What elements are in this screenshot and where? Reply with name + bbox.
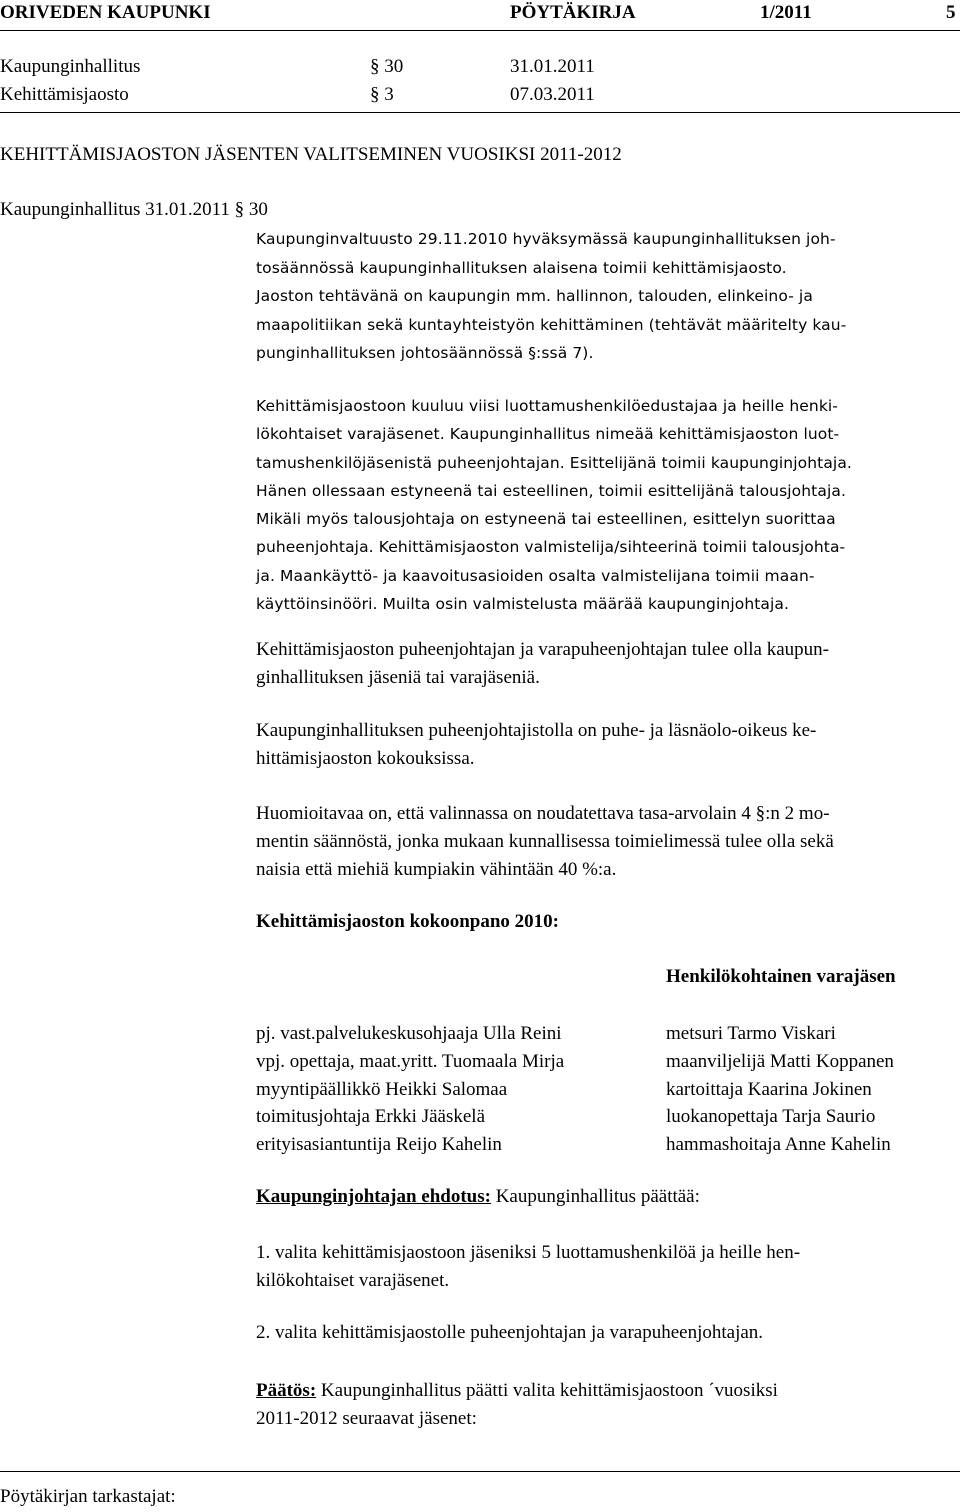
proposal-label: Kaupunginjohtajan ehdotus: bbox=[256, 1186, 491, 1207]
members-column bbox=[256, 1020, 564, 1159]
header-rule bbox=[0, 30, 960, 31]
text-line: Kehittämisjaostoon kuuluu viisi luottamushenkilöedustajaa ja heille henki- bbox=[256, 397, 839, 415]
text-line: maapolitiikan sekä kuntayhteistyön kehittäminen (tehtävät määritelty kau- bbox=[256, 315, 847, 334]
page-number: 5 bbox=[946, 2, 956, 23]
text-line: naisia että miehiä kumpiakin vähintään 40 %:a. bbox=[256, 859, 617, 880]
text-line: puheenjohtaja. Kehittämisjaoston valmistelija/sihteerinä toimii talousjohta- bbox=[256, 538, 846, 557]
meeting-section: § 3 bbox=[370, 84, 394, 105]
organization-name: ORIVEDEN KAUPUNKI bbox=[0, 2, 211, 23]
text-line: 1. valita kehittämisjaostoon jäseniksi 5 luottamushenkilöä ja heille hen- bbox=[256, 1242, 801, 1263]
text-line: Jaoston tehtävänä on kaupungin mm. hallinnon, talouden, elinkeino- ja bbox=[256, 287, 813, 305]
text-line: tosäännössä kaupunginhallituksen alaisena toimii kehittämisjaosto. bbox=[256, 258, 787, 277]
member-name: erityisasiantuntija Reijo Kahelin bbox=[256, 1134, 502, 1156]
deputy-name: metsuri Tarmo Viskari bbox=[666, 1023, 836, 1044]
footer-rule bbox=[0, 1471, 960, 1472]
text-line: lökohtaiset varajäsenet. Kaupunginhallitus nimeää kehittämisjaoston luot- bbox=[256, 425, 840, 444]
text-line: Kaupunginvaltuusto 29.11.2010 hyväksymässä kaupunginhallituksen joh- bbox=[256, 230, 836, 248]
document-type: PÖYTÄKIRJA bbox=[510, 2, 636, 23]
section-title: KEHITTÄMISJAOSTON JÄSENTEN VALITSEMINEN VUOSIKSI 2011-2012 bbox=[0, 144, 622, 165]
decision-label: Päätös: bbox=[256, 1380, 317, 1401]
chair-paragraph bbox=[256, 636, 956, 692]
text-line: 2011-2012 seuraavat jäsenet: bbox=[256, 1408, 477, 1429]
text-line: kilökohtaiset varajäsenet. bbox=[256, 1270, 450, 1291]
text-line: ja. Maankäyttö- ja kaavoitusasioiden osalta valmistelijana toimii maan- bbox=[256, 566, 815, 585]
member-name: myyntipäällikkö Heikki Salomaa bbox=[256, 1078, 508, 1100]
member-name: pj. vast.palvelukeskusohjaaja Ulla Reini bbox=[256, 1023, 562, 1044]
rights-paragraph bbox=[256, 717, 956, 773]
deputy-name: kartoittaja Kaarina Jokinen bbox=[666, 1078, 872, 1100]
decision-block bbox=[256, 1377, 956, 1433]
text-line: tamushenkilöjäsenistä puheenjohtajan. Esittelijänä toimii kaupunginjohtaja. bbox=[256, 453, 852, 472]
meeting-section: § 30 bbox=[370, 56, 404, 77]
meeting-date: 07.03.2011 bbox=[510, 84, 595, 105]
proposal-item-1 bbox=[256, 1239, 956, 1295]
text-line: Kehittämisjaoston puheenjohtajan ja varapuheenjohtajan tulee olla kaupun- bbox=[256, 639, 829, 660]
meeting-body: Kaupunginhallitus bbox=[0, 56, 141, 77]
text-line: mentin säännöstä, jonka mukaan kunnallisessa toimielimessä tulee olla sekä bbox=[256, 831, 834, 852]
proposal-text: Kaupunginhallitus päättää: bbox=[490, 1186, 700, 1207]
proposal-item-2: 2. valita kehittämisjaostolle puheenjohtajan ja varapuheenjohtajan. bbox=[256, 1322, 764, 1343]
text-line: käyttöinsinööri. Muilta osin valmistelusta määrää kaupunginjohtaja. bbox=[256, 595, 790, 614]
reference-line: Kaupunginhallitus 31.01.2011 § 30 bbox=[0, 199, 268, 220]
decision-text: Kaupunginhallitus päätti valita kehittämisjaostoon ´vuosiksi bbox=[316, 1380, 778, 1401]
document-number: 1/2011 bbox=[760, 2, 812, 23]
proposal-line bbox=[256, 1186, 700, 1208]
text-line: Kaupunginhallituksen puheenjohtajistolla on puhe- ja läsnäolo-oikeus ke- bbox=[256, 720, 817, 741]
deputy-name: maanviljelijä Matti Koppanen bbox=[666, 1050, 894, 1072]
text-line: punginhallituksen johtosäännössä §:ssä 7). bbox=[256, 344, 594, 362]
meeting-body: Kehittämisjaosto bbox=[0, 84, 129, 105]
intro-paragraph bbox=[256, 225, 956, 368]
text-line: ginhallituksen jäseniä tai varajäseniä. bbox=[256, 667, 540, 688]
deputy-name: luokanopettaja Tarja Saurio bbox=[666, 1106, 876, 1128]
meeting-rule bbox=[0, 112, 960, 113]
equality-paragraph bbox=[256, 800, 956, 884]
members-paragraph bbox=[256, 392, 956, 618]
member-name: toimitusjohtaja Erkki Jääskelä bbox=[256, 1106, 486, 1128]
deputy-name: hammashoitaja Anne Kahelin bbox=[666, 1134, 891, 1156]
meeting-date: 31.01.2011 bbox=[510, 56, 595, 77]
checkers-label: Pöytäkirjan tarkastajat: bbox=[0, 1486, 176, 1507]
text-line: Mikäli myös talousjohtaja on estyneenä tai esteellinen, esittelyn suorittaa bbox=[256, 510, 836, 529]
deputy-column-heading: Henkilökohtainen varajäsen bbox=[666, 966, 896, 987]
composition-heading: Kehittämisjaoston kokoonpano 2010: bbox=[256, 911, 559, 932]
text-line: Hänen ollessaan estyneenä tai esteellinen, toimii esittelijänä talousjohtaja. bbox=[256, 481, 846, 500]
text-line: hittämisjaoston kokouksissa. bbox=[256, 748, 475, 769]
text-line: Huomioitavaa on, että valinnassa on noudatettava tasa-arvolain 4 §:n 2 mo- bbox=[256, 803, 830, 824]
member-name: vpj. opettaja, maat.yritt. Tuomaala Mirja bbox=[256, 1050, 565, 1072]
deputies-column bbox=[666, 1020, 894, 1159]
